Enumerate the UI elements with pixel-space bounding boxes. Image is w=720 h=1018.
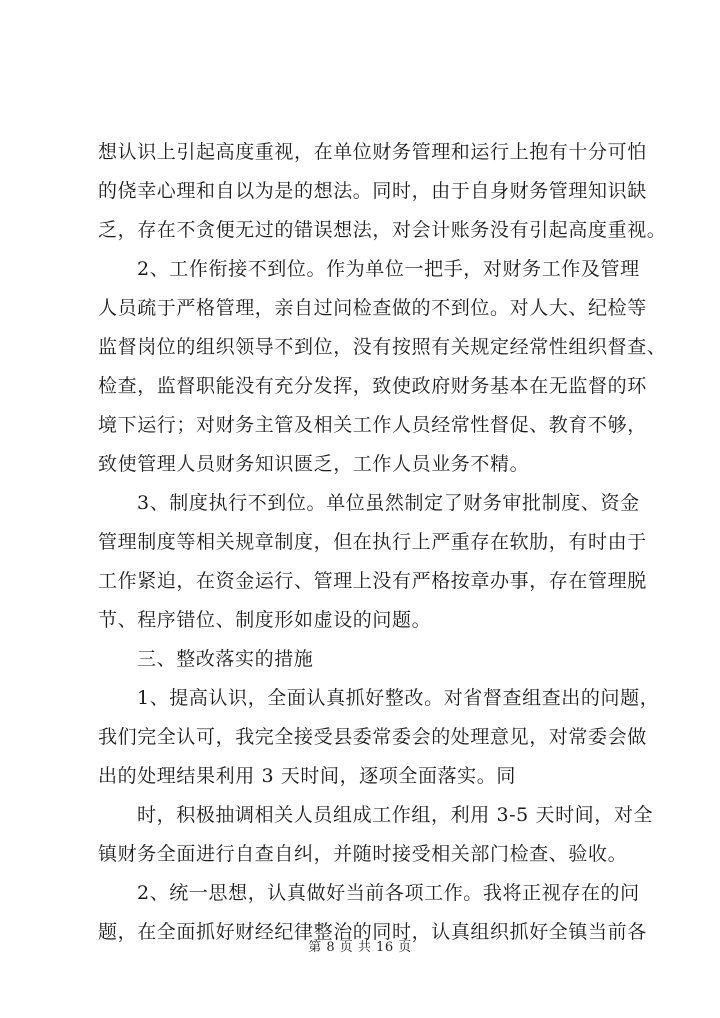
text-line: 出的处理结果利用 3 天时间，逐项全面落实。同	[98, 765, 516, 787]
text-line: 题，在全面抓好财经纪律整治的同时，认真组织抓好全镇当前各	[98, 921, 647, 943]
text-line: 致使管理人员财务知识匮乏，工作人员业务不精。	[98, 453, 530, 475]
text-line: 2、工作衔接不到位。作为单位一把手，对财务工作及管理	[137, 258, 640, 280]
document-body	[98, 133, 667, 952]
text-line: 境下运行；对财务主管及相关工作人员经常性督促、教育不够，	[98, 414, 647, 436]
text-line: 时，积极抽调相关人员组成工作组，利用 3-5 天时间，对全	[137, 804, 654, 826]
text-line: 检查，监督职能没有充分发挥，致使政府财务基本在无监督的环	[98, 375, 647, 397]
section-heading: 三、整改落实的措施	[137, 648, 314, 670]
text-line: 人员疏于严格管理，亲自过问检查做的不到位。对人大、纪检等	[98, 297, 647, 319]
text-line: 乏，存在不贪便无过的错误想法，对会计账务没有引起高度重视。	[98, 219, 667, 241]
page-number: 第 8 页 共 16 页	[308, 940, 412, 955]
text-line: 节、程序错位、制度形如虚设的问题。	[98, 609, 432, 631]
text-line: 的侥幸心理和自以为是的想法。同时，由于自身财务管理知识缺	[98, 180, 647, 202]
text-line: 想认识上引起高度重视，在单位财务管理和运行上抱有十分可怕	[98, 141, 647, 163]
text-line: 镇财务全面进行自查自纠，并随时接受相关部门检查、验收。	[98, 843, 628, 865]
text-line: 管理制度等相关规章制度，但在执行上严重存在软肋，有时由于	[98, 531, 647, 553]
text-line: 我们完全认可，我完全接受县委常委会的处理意见，对常委会做	[98, 726, 647, 748]
text-line: 工作紧迫，在资金运行、管理上没有严格按章办事，存在管理脱	[98, 570, 647, 592]
text-line: 2、统一思想，认真做好当前各项工作。我将正视存在的问	[137, 882, 640, 904]
text-line: 1、提高认识，全面认真抓好整改。对省督查组查出的问题，	[137, 687, 660, 709]
text-line: 3、制度执行不到位。单位虽然制定了财务审批制度、资金	[137, 492, 640, 514]
text-line: 监督岗位的组织领导不到位，没有按照有关规定经常性组织督查、	[98, 336, 667, 358]
